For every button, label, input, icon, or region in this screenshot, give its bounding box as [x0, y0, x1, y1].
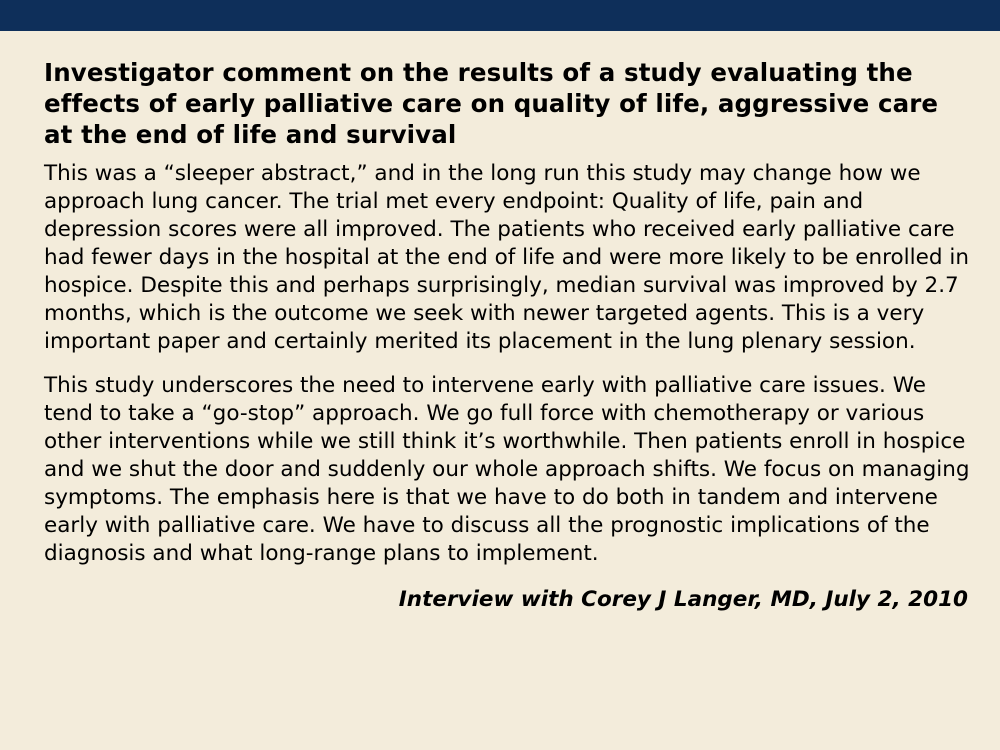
paragraph-2: This study underscores the need to intervene early with palliative care issues. We tend to take a “go-stop” approach. We go full force with chemotherapy or various other interventions while we still think it’s worthwhile. Then patients enroll in hospice and we shut the door and suddenly our whole approach shifts. We focus on managing symptoms. The emphasis here is that we have to do both in tandem and intervene early with palliative care. We have to discuss all the prognostic implications of the diagnosis and what long-range plans to implement. [44, 373, 970, 566]
attribution: Interview with Corey J Langer, MD, July 2, 2010 [398, 587, 968, 612]
slide-content [44, 57, 974, 614]
paragraph-1: This was a “sleeper abstract,” and in the long run this study may change how we approach lung cancer. The trial met every endpoint: Quality of life, pain and depression scores were all improved. The patients who received early palliative care had fewer days in the hospital at the end of life and were more likely to be enrolled in hospice. Despite this and perhaps surprisingly, median survival was improved by 2.7 months, which is the outcome we seek with newer targeted agents. This is a very important paper and certainly merited its placement in the lung plenary session. [44, 161, 969, 354]
slide-title: Investigator comment on the results of a study evaluating the effects of early palliative care on quality of life, aggressive care at the end of life and survival [44, 58, 939, 149]
header-bar [0, 0, 1000, 31]
